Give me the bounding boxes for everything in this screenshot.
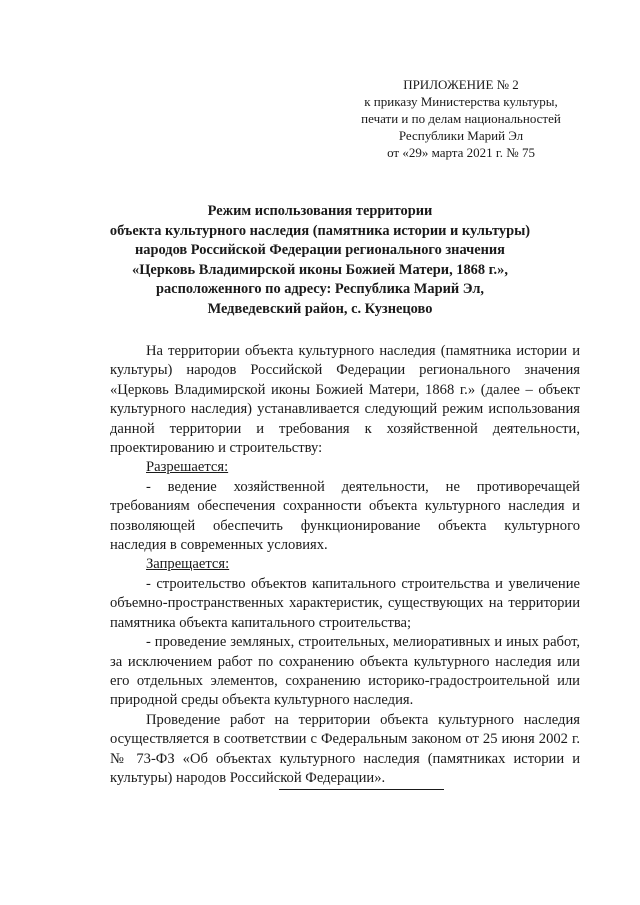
closing-divider [279, 789, 444, 790]
closing-paragraph: Проведение работ на территории объекта культурного наследия осуществляется в соответствии с Федеральным законом от 25 июня 2002 г. № 73-ФЗ «Об объектах культурного наследия (памятниках истории и культуры) народов Российской Федерации». [110, 711, 580, 786]
allowed-label: Разрешается: [146, 459, 229, 476]
allowed-item: - ведение хозяйственной деятельности, не противоречащей требованиям обеспечения сохранности объекта культурного наследия и позволяющей обеспечить функционирование объекта культурного наследия в современных условиях. [110, 478, 580, 554]
appendix-republic-line: Республики Марий Эл [398, 128, 524, 143]
forbidden-item: - строительство объектов капитального строительства и увеличение объемно-пространственных характеристик, существующих на территории памятника объекта капитального строительства; [110, 575, 580, 631]
intro-paragraph: На территории объекта культурного наследия (памятника истории и культуры) народов Российской Федерации регионального значения «Церковь Владимирской иконы Божией Матери, 1868 г.» (далее – объект культурного наследия) устанавливается следующий режим использования данной территории и требования к хозяйственной деятельности, проектированию и строительству: [110, 343, 580, 457]
appendix-ministry-line: печати и по делам национальностей [361, 111, 561, 126]
title-line: Медведевский район, с. Кузнецово [207, 300, 433, 317]
title-line: «Церковь Владимирской иконы Божией Матери, 1868 г.», [132, 261, 508, 278]
title-line: народов Российской Федерации регионального значения [135, 242, 505, 259]
title-line: расположенного по адресу: Республика Марий Эл, [155, 281, 484, 298]
appendix-order-line: к приказу Министерства культуры, [364, 94, 558, 109]
forbidden-label: Запрещается: [146, 556, 230, 573]
appendix-date-line: от «29» марта 2021 г. № 75 [387, 145, 535, 160]
appendix-header [330, 76, 592, 161]
forbidden-item: - проведение земляных, строительных, мелиоративных и иных работ, за исключением работ по сохранению объекта культурного наследия или его отдельных элементов, сохранению историко-градостроительной или природной среды объекта культурного наследия. [110, 634, 580, 709]
document-title [60, 202, 580, 320]
document-body [110, 342, 580, 788]
title-line: Режим использования территории [207, 203, 433, 219]
appendix-number: ПРИЛОЖЕНИЕ № 2 [403, 77, 519, 92]
title-line: объекта культурного наследия (памятника истории и культуры) [109, 222, 531, 239]
